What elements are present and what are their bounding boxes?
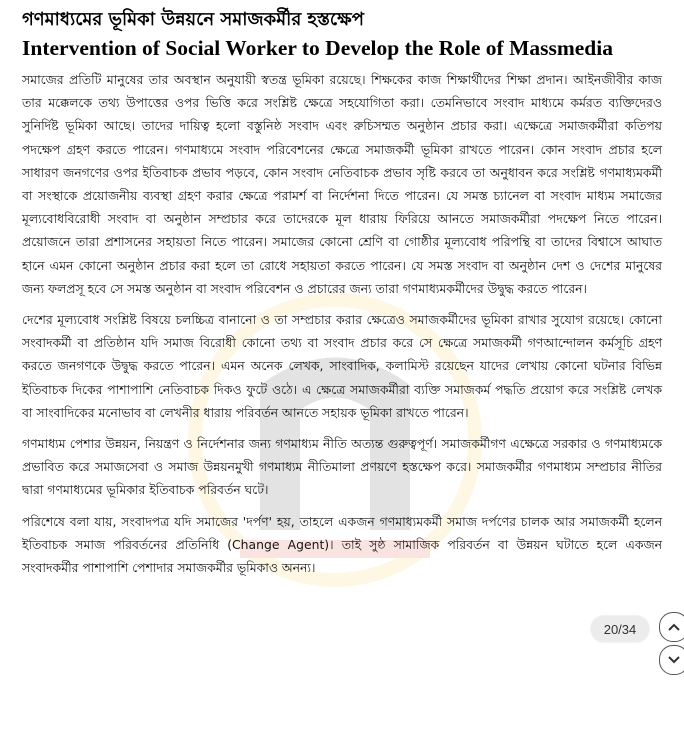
page-indicator: 20/34 [591, 616, 649, 642]
document-content [22, 6, 662, 587]
paragraph-4: পরিশেষে বলা যায়, সংবাদপত্র যদি সমাজের 'দর্পণ' হয়, তাহলে একজন গণমাধ্যমকর্মী সমাজ দর্পণের চালক আর সমাজকর্মী হলেন ইতিবাচক সমাজ পরিবর্তনের প্রতিনিধি (Change Agent)। তাই সুষ্ঠ সামাজিক পরিবর্তন বা উন্নয়ন ঘটাতে হলে একজন সংবাদকর্মীর পাশাপাশি পেশাদার সমাজকর্মীর ভূমিকাও অনন্য। [22, 513, 662, 576]
chevron-down-icon [667, 655, 681, 665]
paragraph-3: গণমাধ্যম পেশার উন্নয়ন, নিয়ন্ত্রণ ও নির্দেশনার জন্য গণমাধ্যম নীতি অত্যন্ত গুরুত্বপূর্ণ। সমাজকর্মীগণ এক্ষেত্রে সরকার ও গণমাধ্যমকে প্রভাবিত করে সমাজসেবা ও সমাজ উন্নয়নমুখী গণমাধ্যম নীতিমালা প্রণয়ণে হস্তক্ষেপ করে। সমাজকর্মীর গণমাধ্যম সম্প্রচার নীতির দ্বারা গণমাধ্যমের ভূমিকার ইতিবাচক পরিবর্তন ঘটে। [22, 436, 662, 498]
chevron-up-icon [667, 622, 681, 632]
paragraph-2: দেশের মূল্যবোধ সংশ্লিষ্ট বিষয়ে চলচ্চিত্র বানানো ও তা সম্প্রচার করার ক্ষেত্রেও সমাজকর্মীদের ভূমিকা রাখার সুযোগ রয়েছে। কোনো সংবাদকর্মী বা প্রতিষ্ঠান যদি সমাজ বিরোধী কোনো তথ্য বা সংবাদ প্রচার করে সে ক্ষেত্রে সমাজকর্মী গণআন্দোলন কর্মসূচি গ্রহণ করতে জনগণকে উদ্বুদ্ধ করতে পারেন। এমন অনেক লেখক, সাংবাদিক, কলামিস্ট রয়েছেন যাদের লেখায় কোনো ঘটনার বিভিন্ন ইতিবাচক দিকের পাশাপাশি নেতিবাচক দিকও ফুটে ওঠে। এ ক্ষেত্রে সমাজকর্মীরা ব্যক্তি সমাজকর্ম পদ্ধতি প্রয়োগ করে সংশ্লিষ্ট লেখক বা সাংবাদিকের মনোভাব বা লেখনীর ধারায় পরিবর্তন আনতে সহায়ক ভূমিকা রাখতে পারেন। [22, 312, 662, 420]
scroll-down-button[interactable] [659, 645, 684, 675]
title-bengali: গণমাধ্যমের ভূমিকা উন্নয়নে সমাজকর্মীর হস্তক্ষেপ [22, 9, 364, 30]
paragraph-1: সমাজের প্রতিটি মানুষের তার অবস্থান অনুযায়ী স্বতন্ত্র ভূমিকা রয়েছে। শিক্ষকের কাজ শিক্ষার্থীদের শিক্ষা প্রদান। আইনজীবীর কাজ তার মক্কেলকে তথ্য উপাত্তের ওপর ভিত্তি করে সংশ্লিষ্ট ক্ষেত্রে সহযোগিতা করা। তেমনিভাবে সংবাদ মাধ্যমে কর্মরত ব্যক্তিদেরও সুনির্দিষ্ট ভূমিকা আছে। তাদের দায়িত্ব হলো বস্তুনিষ্ঠ সংবাদ এবং রুচিসম্মত অনুষ্ঠান প্রচার করা। এক্ষেত্রে সমাজকর্মীরা কতিপয় পদক্ষেপ গ্রহণ করতে পারেন। গণমাধ্যমে সংবাদ পরিবেশনের ক্ষেত্রে সমাজকর্মী ভূমিকা রাখতে পারেন। কোন সংবাদ প্রচার হলে সাধারণ জনগণের ওপর ইতিবাচক প্রভাব পড়বে, কোন সংবাদ নেতিবাচক প্রভাব সৃষ্টি করবে তা অনুধাবন করে সংশ্লিষ্ট গণমাধ্যমকর্মী বা সংস্থাকে প্রয়োজনীয় ব্যবস্থা গ্রহণ করার ক্ষেত্রে পরামর্শ বা নির্দেশনা দিতে পারেন। যে সমস্ত চ্যানেল বা সংবাদ মাধ্যম সমাজের মূল্যবোধবিরোধী সংবাদ বা অনুষ্ঠান সম্প্রচার করে তাদেরকে মূল ধারায় ফিরিয়ে আনতে সমাজকর্মীরা পদক্ষেপ নিতে পারেন। প্রয়োজনে তারা প্রশাসনের সহায়তা নিতে পারেন। সমাজের কোনো শ্রেণি বা গোষ্ঠীর মূল্যবোধ পরিপন্থি বা তাদের বিশ্বাসে আঘাত হানে এমন কোনো অনুষ্ঠান প্রচার করা হলে তা রোধে সহায়তা করতে পারেন। যে সমস্ত সংবাদ বা অনুষ্ঠান দেশ ও দেশের মানুষের জন্য ফলপ্রসূ হবে সে সমস্ত অনুষ্ঠান বা সংবাদ পরিবেশন ও প্রচারের জন্য তারা গণমাধ্যমকর্মীদের উদ্বুদ্ধ করতে পারেন। [22, 72, 662, 296]
scroll-up-button[interactable] [659, 612, 684, 642]
title-english: Intervention of Social Worker to Develop the Role of Massmedia [22, 36, 613, 60]
